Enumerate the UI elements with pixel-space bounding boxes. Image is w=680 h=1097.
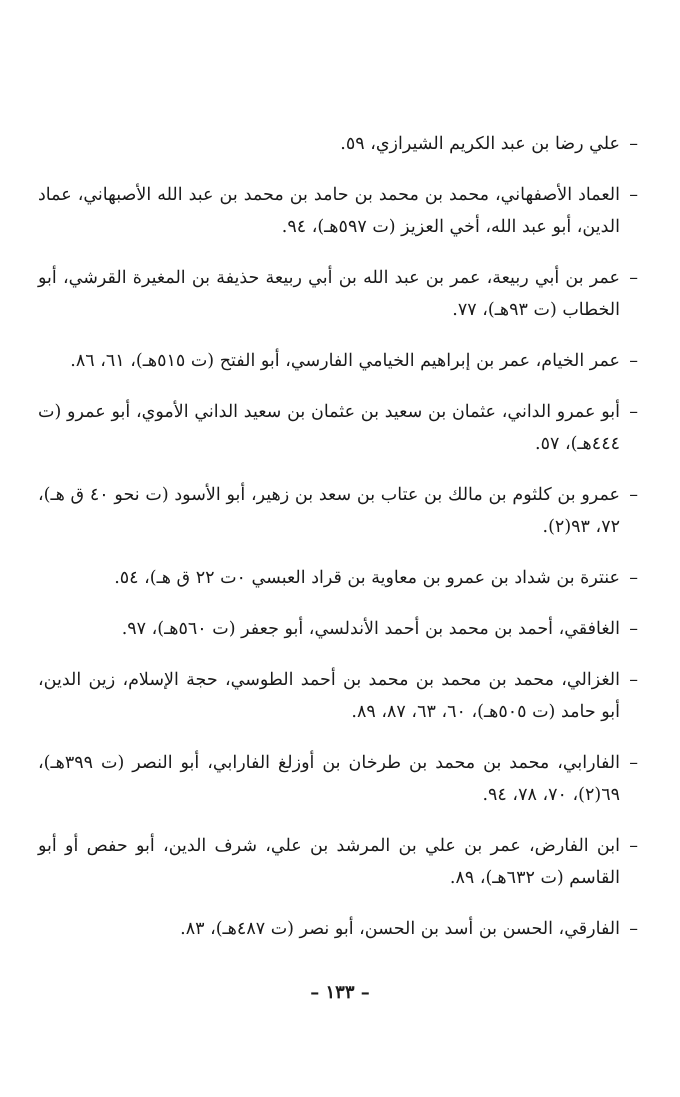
- entry-dash: –: [629, 134, 638, 154]
- entry-text: العماد الأصفهاني، محمد بن محمد بن حامد بن محمد بن عبد الله الأصبهاني، عماد الدين، أبو عبد الله، أخي العزيز (ت ٥٩٧هـ)، ٩٤.: [38, 185, 620, 237]
- entry-dash: –: [629, 670, 638, 690]
- index-page: [38, 128, 638, 964]
- entry-dash: –: [629, 268, 638, 288]
- index-entry: [38, 613, 638, 645]
- entry-dash: –: [629, 836, 638, 856]
- entry-dash: –: [629, 619, 638, 639]
- entry-text: علي رضا بن عبد الكريم الشيرازي، ٥٩.: [340, 134, 620, 154]
- index-entry: [38, 479, 638, 543]
- index-entry: [38, 345, 638, 377]
- index-entry: [38, 562, 638, 594]
- entry-text: عمرو بن كلثوم بن مالك بن عتاب بن سعد بن زهير، أبو الأسود (ت نحو ٤٠ ق هـ)، ٧٢، ٩٣(٢).: [38, 485, 620, 537]
- index-entry: [38, 396, 638, 460]
- entry-text: الغزالي، محمد بن محمد بن محمد بن أحمد الطوسي، حجة الإسلام، زين الدين، أبو حامد (ت ٥٠٥هـ)، ٦٠، ٦٣، ٨٧، ٨٩.: [38, 670, 620, 722]
- index-entry: [38, 747, 638, 811]
- index-entry: [38, 664, 638, 728]
- entry-text: الفارابي، محمد بن محمد بن طرخان بن أوزلغ الفارابي، أبو النصر (ت ٣٩٩هـ)، ٦٩(٢)، ٧٠، ٧٨، ٩٤.: [38, 753, 620, 805]
- index-entry: [38, 179, 638, 243]
- entry-text: ابن الفارض، عمر بن علي بن المرشد بن علي، شرف الدين، أبو حفص أو أبو القاسم (ت ٦٣٢هـ)، ٨٩.: [38, 836, 620, 888]
- index-entry: [38, 128, 638, 160]
- entry-dash: –: [629, 919, 638, 939]
- entry-dash: –: [629, 568, 638, 588]
- entry-text: الغافقي، أحمد بن محمد بن أحمد الأندلسي، أبو جعفر (ت ٥٦٠هـ)، ٩٧.: [121, 619, 620, 639]
- entry-dash: –: [629, 185, 638, 205]
- entry-text: الفارقي، الحسن بن أسد بن الحسن، أبو نصر (ت ٤٨٧هـ)، ٨٣.: [180, 919, 620, 939]
- entry-text: أبو عمرو الداني، عثمان بن سعيد بن عثمان بن سعيد الداني الأموي، أبو عمرو (ت ٤٤٤هـ)، ٥٧.: [38, 402, 620, 454]
- page-number: – ١٣٣ –: [310, 982, 370, 1003]
- entry-dash: –: [629, 351, 638, 371]
- entry-dash: –: [629, 402, 638, 422]
- entry-text: عمر بن أبي ربيعة، عمر بن عبد الله بن أبي ربيعة حذيفة بن المغيرة القرشي، أبو الخطاب (ت ٩٣هـ)، ٧٧.: [38, 268, 620, 320]
- entry-text: عمر الخيام، عمر بن إبراهيم الخيامي الفارسي، أبو الفتح (ت ٥١٥هـ)، ٦١، ٨٦.: [70, 351, 620, 371]
- entry-dash: –: [629, 485, 638, 505]
- index-entry: [38, 262, 638, 326]
- entry-text: عنترة بن شداد بن عمرو بن معاوية بن قراد العبسي ٠ت ٢٢ ق هـ)، ٥٤.: [114, 568, 620, 588]
- entry-dash: –: [629, 753, 638, 773]
- index-entry: [38, 830, 638, 894]
- index-entry: [38, 913, 638, 945]
